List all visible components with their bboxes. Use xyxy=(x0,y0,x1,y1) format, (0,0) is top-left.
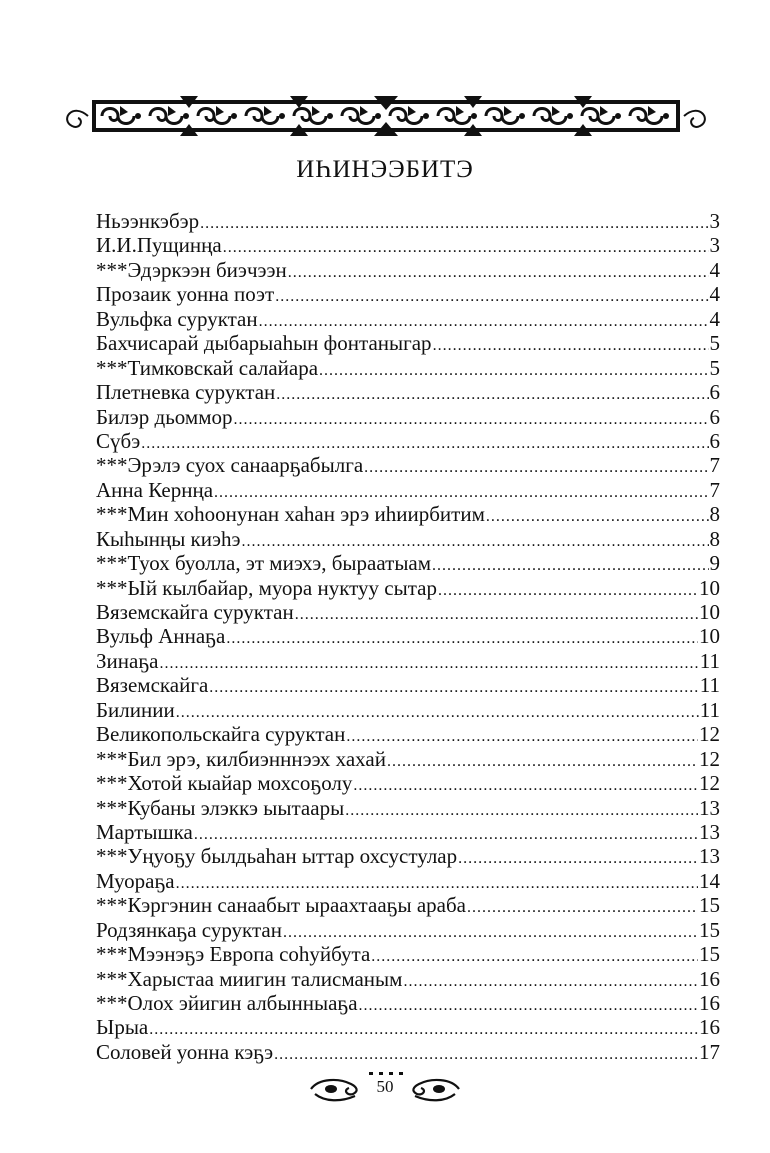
toc-dot-leader xyxy=(486,505,709,526)
toc-entry-page: 7 xyxy=(709,477,720,502)
toc-dot-leader xyxy=(364,456,708,477)
toc-dot-leader xyxy=(242,530,709,551)
toc-entry-title: Бахчисарай дыбарыаһын фонтаныгар xyxy=(96,331,432,356)
toc-entry xyxy=(96,307,720,331)
toc-entry xyxy=(96,869,720,893)
toc-entry-title: Мартышка xyxy=(96,819,193,844)
toc-entry-title: ***Олох эйигин албынныаҕа xyxy=(96,991,358,1015)
toc-entry-title: ***Эрэлэ суох санаарҕабылга xyxy=(96,453,364,478)
toc-entry-page: 13 xyxy=(699,819,720,844)
toc-entry xyxy=(96,233,720,257)
toc-dot-leader xyxy=(346,725,698,746)
toc-entry-page: 15 xyxy=(699,893,720,918)
table-of-contents xyxy=(96,209,720,1064)
toc-dot-leader xyxy=(371,945,698,966)
toc-dot-leader xyxy=(209,676,698,697)
toc-entry xyxy=(96,209,720,233)
toc-dot-leader xyxy=(259,310,709,331)
toc-dot-leader xyxy=(223,236,709,257)
toc-entry xyxy=(96,527,720,551)
toc-entry xyxy=(96,331,720,355)
toc-dot-leader xyxy=(283,921,698,942)
toc-entry-page: 10 xyxy=(699,600,720,624)
toc-entry xyxy=(96,258,720,282)
toc-entry-title: Вяземскайга xyxy=(96,673,209,698)
toc-entry-title: Вяземскайга суруктан xyxy=(96,600,294,624)
toc-entry-title: ***Тимковскай салайара xyxy=(96,355,319,380)
toc-entry-title: ***Хотой кыайар мохсоҕолу xyxy=(96,771,353,796)
toc-entry-page: 12 xyxy=(699,722,720,747)
footer xyxy=(305,1072,465,1106)
toc-dot-leader xyxy=(274,1043,698,1064)
toc-entry-page: 15 xyxy=(699,917,720,942)
toc-entry xyxy=(96,429,720,453)
toc-entry-page: 14 xyxy=(699,868,720,893)
toc-dot-leader xyxy=(214,481,708,502)
toc-entry-page: 17 xyxy=(699,1039,720,1064)
toc-entry xyxy=(96,551,720,575)
toc-entry xyxy=(96,722,720,746)
toc-dot-leader xyxy=(353,774,698,795)
toc-entry-title: Кыһынңы киэһэ xyxy=(96,526,241,551)
toc-entry-page: 11 xyxy=(699,697,720,722)
toc-entry-title: ***Кубаны элэккэ ыытаары xyxy=(96,795,345,820)
toc-entry-title: ***Харыстаа миигин талисманым xyxy=(96,966,403,991)
toc-entry xyxy=(96,991,720,1015)
toc-entry xyxy=(96,380,720,404)
toc-dot-leader xyxy=(403,970,698,991)
toc-dot-leader xyxy=(233,408,708,429)
toc-entry xyxy=(96,942,720,966)
toc-entry xyxy=(96,796,720,820)
toc-dot-leader xyxy=(275,285,708,306)
toc-dot-leader xyxy=(387,750,698,771)
toc-entry xyxy=(96,820,720,844)
toc-entry-title: ***Туох буолла, эт миэхэ, быраатыам xyxy=(96,551,432,576)
toc-entry xyxy=(96,576,720,600)
toc-dot-leader xyxy=(276,383,708,404)
toc-entry-page: 16 xyxy=(699,966,720,991)
toc-dot-leader xyxy=(438,579,698,600)
toc-dot-leader xyxy=(141,432,708,453)
page-number: 50 xyxy=(376,1077,394,1096)
header-ornament-icon xyxy=(58,92,714,140)
toc-entry-page: 3 xyxy=(709,209,720,233)
toc-entry-page: 6 xyxy=(709,404,720,429)
toc-entry-page: 16 xyxy=(699,991,720,1015)
toc-dot-leader xyxy=(176,701,699,722)
toc-entry-page: 8 xyxy=(709,502,720,527)
toc-entry-title: ***Ый кылбайар, муора нуктуу сытар xyxy=(96,575,437,600)
toc-entry-title: ***Бил эрэ, килбиэнннээх хахай xyxy=(96,746,386,771)
toc-entry xyxy=(96,844,720,868)
toc-entry-title: Родзянкаҕа суруктан xyxy=(96,917,282,942)
toc-entry-page: 12 xyxy=(699,746,720,771)
toc-entry-title: И.И.Пущинңа xyxy=(96,233,222,258)
toc-entry-page: 12 xyxy=(699,771,720,796)
toc-entry-page: 5 xyxy=(709,331,720,356)
toc-entry xyxy=(96,893,720,917)
toc-entry-page: 15 xyxy=(699,942,720,967)
toc-entry-page: 4 xyxy=(709,257,720,282)
toc-dot-leader xyxy=(226,627,698,648)
toc-entry xyxy=(96,453,720,477)
toc-entry-page: 11 xyxy=(699,673,720,698)
toc-entry-title: Анна Кернңа xyxy=(96,477,214,502)
toc-entry-title: Билэр дьоммор xyxy=(96,404,233,429)
toc-entry-title: Соловей уонна кэҕэ xyxy=(96,1039,274,1064)
toc-entry-title: Прозаик уонна поэт xyxy=(96,282,275,307)
toc-dot-leader xyxy=(359,994,698,1015)
toc-entry xyxy=(96,502,720,526)
toc-entry-page: 11 xyxy=(699,648,720,673)
toc-entry xyxy=(96,478,720,502)
toc-entry xyxy=(96,918,720,942)
toc-entry-page: 6 xyxy=(709,380,720,405)
toc-entry-title: Билинии xyxy=(96,697,175,722)
toc-dot-leader xyxy=(458,847,698,868)
toc-entry-title: Великопольскайга суруктан xyxy=(96,722,346,747)
toc-entry-title: Ньээнкэбэр xyxy=(96,209,200,233)
toc-entry-title: ***Эдэркээн биэчээн xyxy=(96,257,287,282)
toc-entry xyxy=(96,1040,720,1064)
toc-entry xyxy=(96,673,720,697)
toc-dot-leader xyxy=(176,872,698,893)
toc-entry-page: 10 xyxy=(699,575,720,600)
toc-entry-title: ***Уңуоҕу былдьаһан ыттар охсустулар xyxy=(96,844,458,869)
toc-dot-leader xyxy=(288,261,709,282)
toc-entry-page: 6 xyxy=(709,428,720,453)
toc-dot-leader xyxy=(194,823,698,844)
toc-entry-page: 16 xyxy=(699,1015,720,1040)
toc-entry-page: 7 xyxy=(709,453,720,478)
toc-entry-title: ***Мин хоһоонунан хаһан эрэ иһиирбитим xyxy=(96,502,485,527)
toc-entry-title: ***Кэргэнин санаабыт ыраахтааҕы араба xyxy=(96,893,466,918)
toc-entry-page: 5 xyxy=(709,355,720,380)
toc-entry-title: Вульф Аннаҕа xyxy=(96,624,226,649)
toc-entry-page: 8 xyxy=(709,526,720,551)
toc-entry-title: Плетневка суруктан xyxy=(96,380,276,405)
toc-entry-page: 13 xyxy=(699,795,720,820)
toc-entry xyxy=(96,282,720,306)
toc-entry xyxy=(96,747,720,771)
toc-entry xyxy=(96,1015,720,1039)
toc-entry xyxy=(96,967,720,991)
toc-entry xyxy=(96,649,720,673)
toc-dot-leader xyxy=(319,359,708,380)
toc-dot-leader xyxy=(467,896,698,917)
toc-entry-page: 13 xyxy=(699,844,720,869)
toc-entry-title: Муораҕа xyxy=(96,868,175,893)
toc-dot-leader xyxy=(149,1018,698,1039)
toc-entry-page: 4 xyxy=(709,282,720,307)
toc-entry-title: Сүбэ xyxy=(96,428,141,453)
toc-entry-page: 10 xyxy=(699,624,720,649)
toc-entry-title: Вульфка суруктан xyxy=(96,306,258,331)
toc-entry xyxy=(96,356,720,380)
toc-entry xyxy=(96,624,720,648)
toc-entry-title: Зинаҕа xyxy=(96,648,159,673)
toc-dot-leader xyxy=(295,603,698,624)
toc-entry-page: 9 xyxy=(709,551,720,576)
toc-entry xyxy=(96,405,720,429)
toc-entry xyxy=(96,600,720,624)
toc-entry-title: Ырыа xyxy=(96,1015,149,1040)
toc-entry xyxy=(96,771,720,795)
page-title: ИҺИНЭЭБИТЭ xyxy=(296,156,474,183)
toc-dot-leader xyxy=(433,334,709,355)
toc-dot-leader xyxy=(432,554,708,575)
toc-dot-leader xyxy=(159,652,698,673)
toc-entry xyxy=(96,698,720,722)
toc-dot-leader xyxy=(200,212,708,233)
toc-entry-page: 4 xyxy=(709,306,720,331)
toc-dot-leader xyxy=(345,799,698,820)
toc-entry-title: ***Мээнэҕэ Европа соһуйбута xyxy=(96,942,371,967)
toc-entry-page: 3 xyxy=(709,233,720,258)
